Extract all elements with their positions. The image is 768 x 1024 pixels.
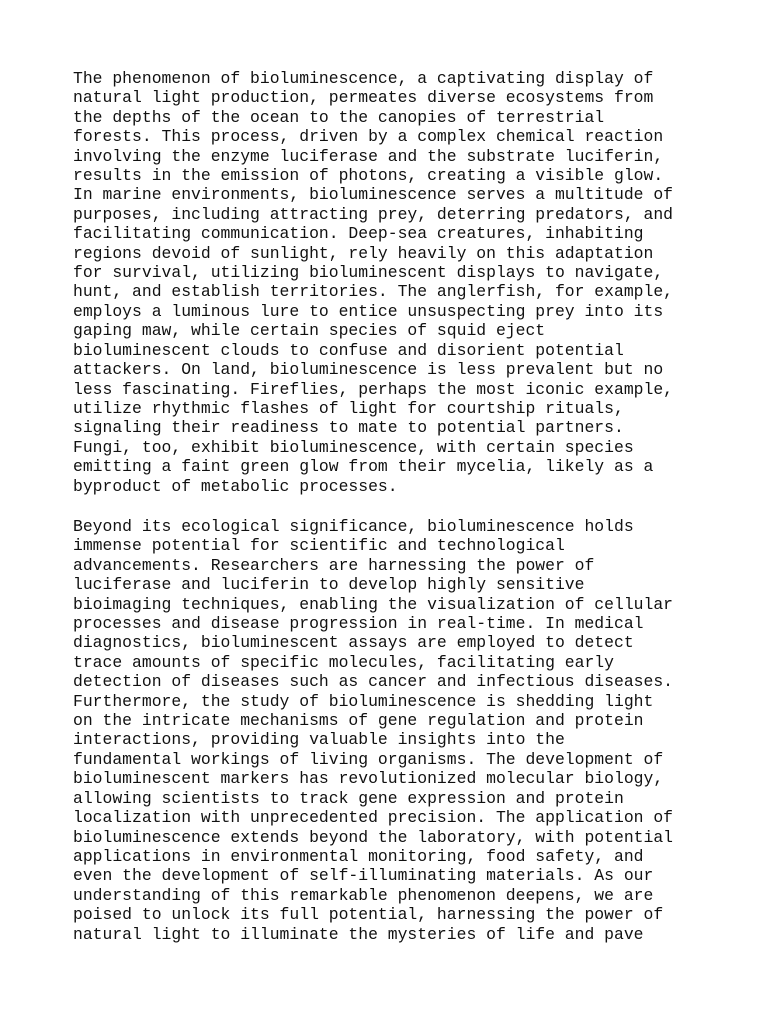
paragraph-bioluminescence-applications: Beyond its ecological significance, bioluminescence holds immense potential for scientific and technological advancements. Researchers are harnessing the power of luciferase and luciferin to develop highly sensitive bioimaging techniques, enabling the visualization of cellular processes and disease progression in real-time. In medical diagnostics, bioluminescent assays are employed to detect trace amounts of specific molecules, facilitating early detection of diseases such as cancer and infectious diseases. Furthermore, the study of bioluminescence is shedding light on the intricate mechanisms of gene regulation and protein interactions, providing valuable insights into the fundamental workings of living organisms. The development of bioluminescent markers has revolutionized molecular biology, allowing scientists to track gene expression and protein localization with unprecedented precision. The application of bioluminescence extends beyond the laboratory, with potential applications in environmental monitoring, food safety, and even the development of self-illuminating materials. As our understanding of this remarkable phenomenon deepens, we are poised to unlock its full potential, harnessing the power of natural light to illuminate the mysteries of life and pave (73, 517, 673, 944)
paragraph-bioluminescence-ecology: The phenomenon of bioluminescence, a captivating display of natural light production, permeates diverse ecosystems from the depths of the ocean to the canopies of terrestrial forests. This process, driven by a complex chemical reaction involving the enzyme luciferase and the substrate luciferin, results in the emission of photons, creating a visible glow. In marine environments, bioluminescence serves a multitude of purposes, including attracting prey, deterring predators, and facilitating communication. Deep-sea creatures, inhabiting regions devoid of sunlight, rely heavily on this adaptation for survival, utilizing bioluminescent displays to navigate, hunt, and establish territories. The anglerfish, for example, employs a luminous lure to entice unsuspecting prey into its gaping maw, while certain species of squid eject bioluminescent clouds to confuse and disorient potential attackers. On land, bioluminescence is less prevalent but no less fascinating. Fireflies, perhaps the most iconic example, utilize rhythmic flashes of light for courtship rituals, signaling their readiness to mate to potential partners. Fungi, too, exhibit bioluminescence, with certain species emitting a faint green glow from their mycelia, likely as a byproduct of metabolic processes. (73, 69, 673, 496)
